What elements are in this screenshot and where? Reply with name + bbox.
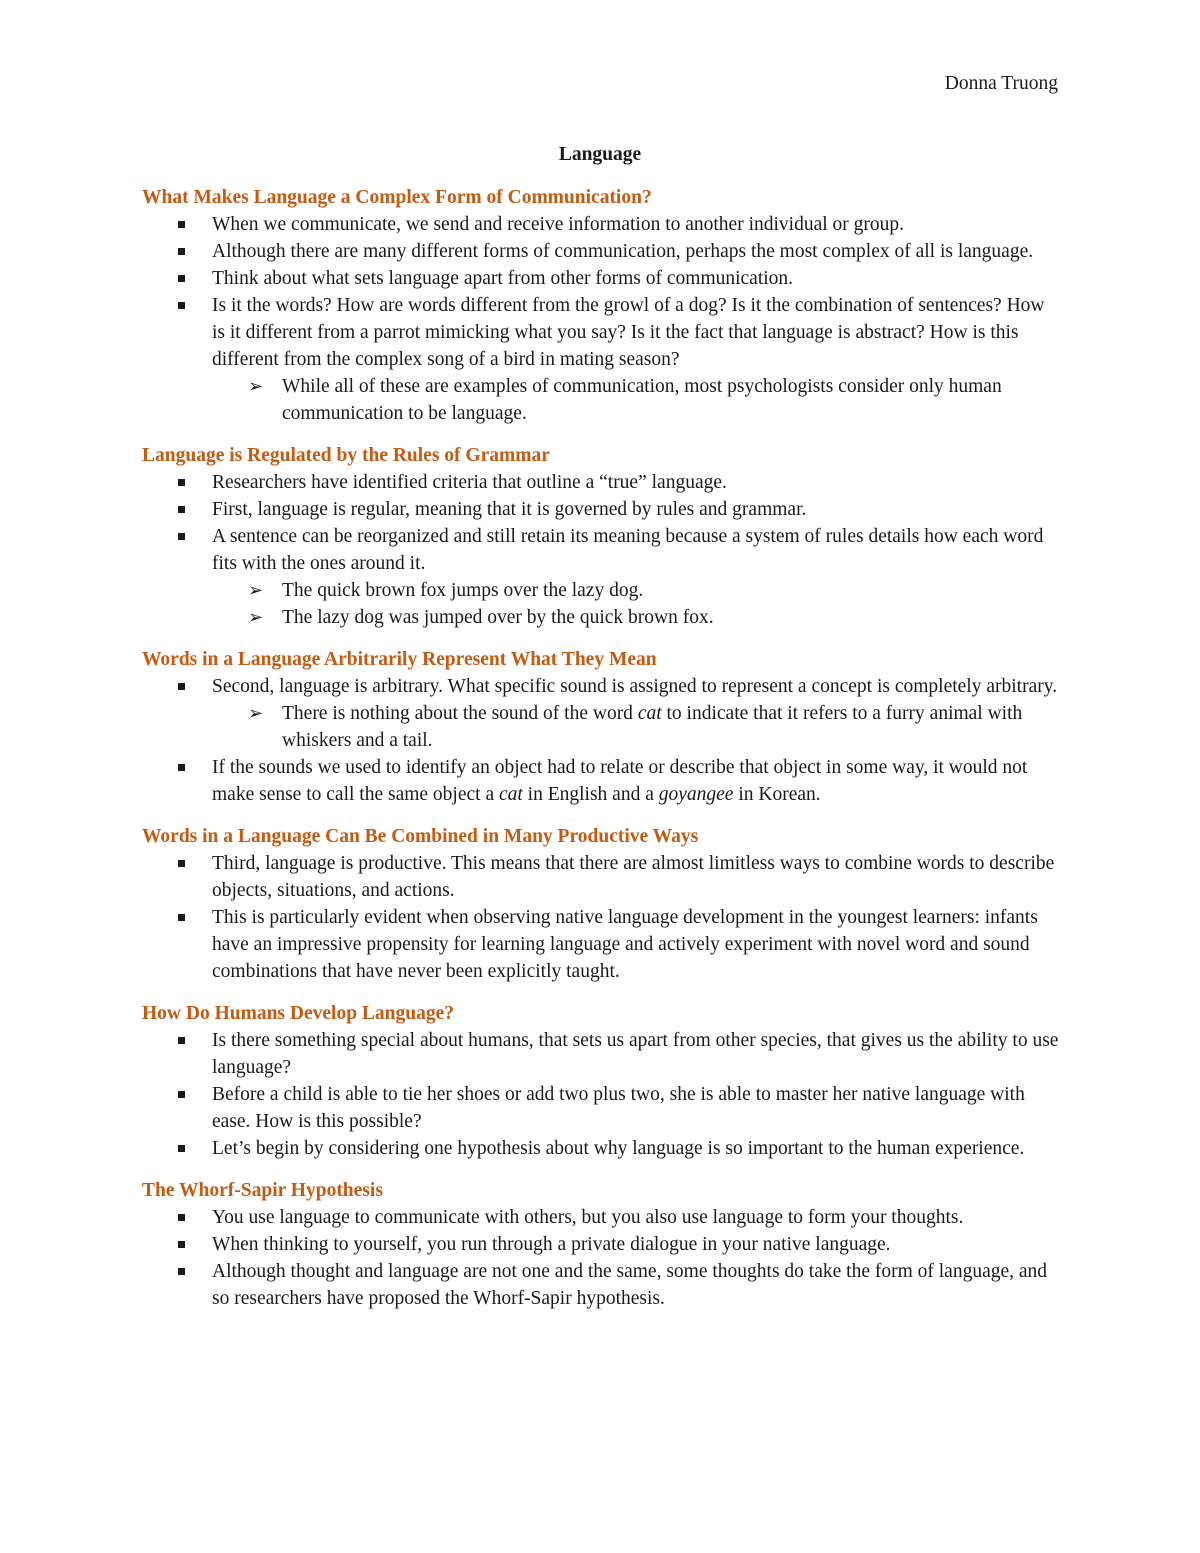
section-heading: How Do Humans Develop Language? (142, 1003, 455, 1024)
square-bullet-icon (178, 914, 185, 921)
text-part: in English and a (522, 784, 659, 805)
sub-text-part: to indicate that it refers to a furry animal with whiskers and a tail. (282, 703, 1023, 751)
list-item (142, 1231, 1062, 1258)
bullet-list (142, 1027, 1062, 1162)
list-item (142, 469, 1062, 496)
section-complex-communication (142, 184, 1062, 427)
list-item-text: A sentence can be reorganized and still retain its meaning because a system of rules details how each word fits with the ones around it. (212, 526, 1044, 574)
list-item (142, 1081, 1062, 1135)
text-part: in Korean. (733, 784, 821, 805)
list-item-text: First, language is regular, meaning that it is governed by rules and grammar. (212, 499, 807, 520)
arrowhead-bullet-icon: ➢ (248, 580, 264, 600)
list-item-text: Let’s begin by considering one hypothesis about why language is so important to the human experience. (212, 1138, 1025, 1159)
sub-list (212, 373, 1062, 427)
square-bullet-icon (178, 479, 185, 486)
bullet-list (142, 850, 1062, 985)
sub-list-item-text: While all of these are examples of communication, most psychologists consider only human communication to be language. (282, 376, 1002, 424)
square-bullet-icon (178, 1091, 185, 1098)
sub-list-item-text: The lazy dog was jumped over by the quick brown fox. (282, 607, 714, 628)
sub-list (212, 577, 1062, 631)
bullet-list (142, 469, 1062, 631)
sub-list-item (212, 700, 1062, 754)
list-item-text: Think about what sets language apart from other forms of communication. (212, 268, 794, 289)
list-item (142, 1027, 1062, 1081)
list-item-text: Although thought and language are not one and the same, some thoughts do take the form of language, and so researchers have proposed the Whorf-Sapir hypothesis. (212, 1261, 1048, 1309)
italic-term: goyangee (658, 784, 734, 805)
section-rules-of-grammar (142, 442, 1062, 631)
sub-list-item (212, 577, 1062, 604)
section-productive (142, 823, 1062, 985)
section-arbitrary (142, 646, 1062, 808)
square-bullet-icon (178, 275, 185, 282)
text-part: If the sounds we used to identify an object had to relate or describe that object in some way, it would not make sense to call the same object a (212, 757, 1028, 805)
section-heading: The Whorf-Sapir Hypothesis (142, 1180, 383, 1201)
italic-term: cat (637, 703, 662, 724)
list-item-text: Researchers have identified criteria that outline a “true” language. (212, 472, 727, 493)
sub-list-item-text: The quick brown fox jumps over the lazy dog. (282, 580, 644, 601)
section-heading: What Makes Language a Complex Form of Communication? (142, 187, 652, 208)
list-item (142, 754, 1062, 808)
sub-list-item (212, 373, 1062, 427)
list-item (142, 1258, 1062, 1312)
document-body (142, 184, 1062, 1327)
square-bullet-icon (178, 302, 185, 309)
list-item (142, 292, 1062, 427)
square-bullet-icon (178, 1145, 185, 1152)
list-item-text: Is it the words? How are words different from the growl of a dog? Is it the combination of sentences? How is it different from a parrot mimicking what you say? Is it the fact that language is abstract? How is this different from the complex song of a bird in mating season? (212, 295, 1045, 370)
list-item-text: Is there something special about humans, that sets us apart from other species, that gives us the ability to use language? (212, 1030, 1059, 1078)
section-develop-language (142, 1000, 1062, 1162)
section-heading: Language is Regulated by the Rules of Grammar (142, 445, 550, 466)
square-bullet-icon (178, 1268, 185, 1275)
bullet-list (142, 211, 1062, 427)
list-item (142, 211, 1062, 238)
section-whorf-sapir (142, 1177, 1062, 1312)
square-bullet-icon (178, 683, 185, 690)
sub-text-part: There is nothing about the sound of the word (282, 703, 638, 724)
square-bullet-icon (178, 764, 185, 771)
square-bullet-icon (178, 248, 185, 255)
bullet-list (142, 673, 1062, 808)
list-item (142, 238, 1062, 265)
square-bullet-icon (178, 221, 185, 228)
italic-term: cat (498, 784, 523, 805)
list-item (142, 673, 1062, 754)
sub-list (212, 700, 1062, 754)
list-item (142, 496, 1062, 523)
square-bullet-icon (178, 1241, 185, 1248)
square-bullet-icon (178, 860, 185, 867)
square-bullet-icon (178, 506, 185, 513)
list-item-text: When we communicate, we send and receive information to another individual or group. (212, 214, 905, 235)
author-name: Donna Truong (944, 73, 1058, 94)
list-item-text: Third, language is productive. This means that there are almost limitless ways to combine words to describe objects, situations, and actions. (212, 853, 1055, 901)
square-bullet-icon (178, 1214, 185, 1221)
arrowhead-bullet-icon: ➢ (248, 376, 264, 396)
list-item-text: You use language to communicate with others, but you also use language to form your thoughts. (212, 1207, 964, 1228)
list-item-text: Before a child is able to tie her shoes or add two plus two, she is able to master her native language with ease. How is this possible? (212, 1084, 1025, 1132)
document-title: Language (558, 144, 642, 165)
list-item (142, 904, 1062, 985)
arrowhead-bullet-icon: ➢ (248, 607, 264, 627)
list-item (142, 1204, 1062, 1231)
list-item (142, 1135, 1062, 1162)
square-bullet-icon (178, 533, 185, 540)
square-bullet-icon (178, 1037, 185, 1044)
list-item-text: This is particularly evident when observing native language development in the youngest learners: infants have an impressive propensity for learning language and actively experiment with novel word and sound combinations that have never been explicitly taught. (212, 907, 1038, 982)
list-item-text: When thinking to yourself, you run through a private dialogue in your native language. (212, 1234, 891, 1255)
list-item-text: Second, language is arbitrary. What specific sound is assigned to represent a concept is completely arbitrary. (212, 676, 1058, 697)
list-item (142, 265, 1062, 292)
list-item (142, 850, 1062, 904)
sub-list-item (212, 604, 1062, 631)
list-item (142, 523, 1062, 631)
list-item-text: Although there are many different forms of communication, perhaps the most complex of all is language. (212, 241, 1034, 262)
arrowhead-bullet-icon: ➢ (248, 703, 264, 723)
bullet-list (142, 1204, 1062, 1312)
section-heading: Words in a Language Can Be Combined in Many Productive Ways (142, 826, 699, 847)
section-heading: Words in a Language Arbitrarily Represent What They Mean (142, 649, 657, 670)
